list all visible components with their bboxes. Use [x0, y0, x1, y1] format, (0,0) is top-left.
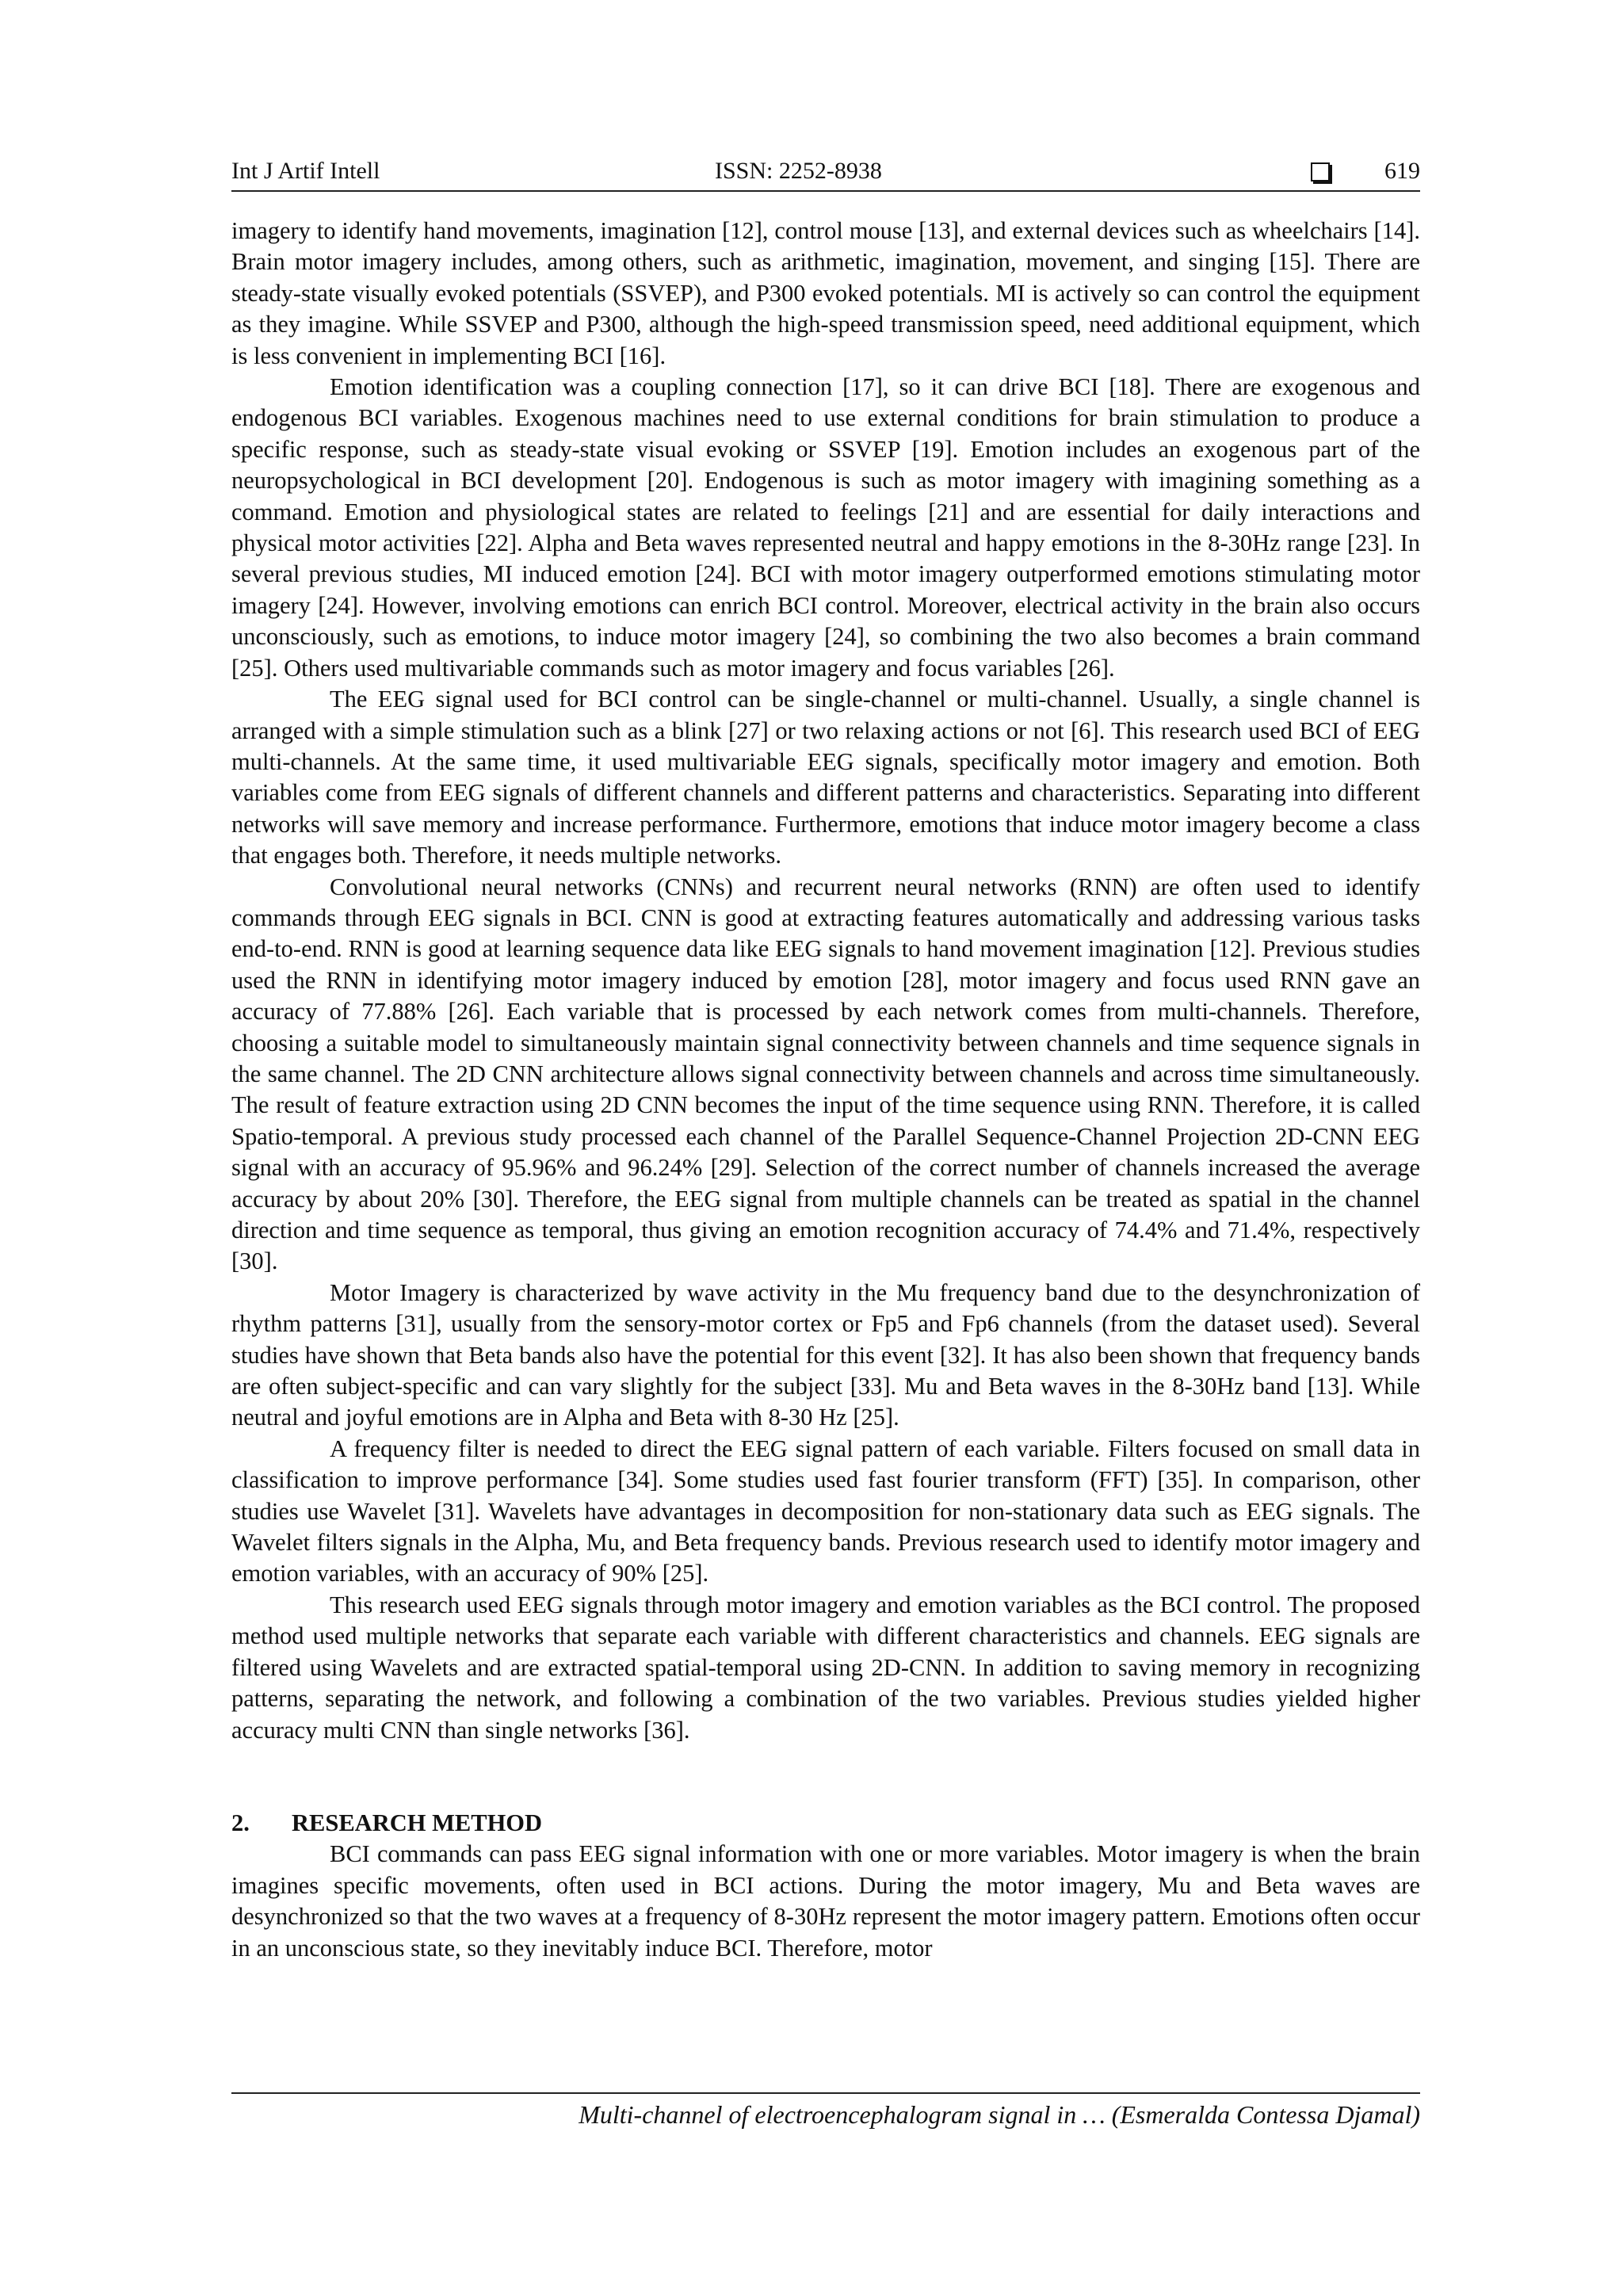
paragraph-proposed-method: This research used EEG signals through motor imagery and emotion variables as the BCI control. The proposed method used multiple networks that separate each variable with different characteristics and channels. EEG signals are filtered using Wavelets and are extracted spatial-temporal using 2D-CNN. In addition to saving memory in recognizing patterns, separating the network, and following a combination of the two variables. Previous studies yielded higher accuracy multi CNN than single networks [36].: [231, 1591, 1420, 1744]
paragraph-motor-imagery: Motor Imagery is characterized by wave activity in the Mu frequency band due to the desynchronization of rhythm patterns [31], usually from the sensory-motor cortex or Fp5 and Fp6 channels (from the dataset used). Several studies have shown that Beta bands also have the potential for this event [32]. It has also been shown that frequency bands are often subject-specific and can vary slightly for the subject [33]. Mu and Beta waves in the 8-30Hz band [13]. While neutral and joyful emotions are in Alpha and Beta with 8-30 Hz [25].: [231, 1278, 1420, 1431]
page-footer: [231, 2092, 1420, 2132]
page-number: 619: [1384, 158, 1420, 184]
paragraph-eeg-signal: The EEG signal used for BCI control can be single-channel or multi-channel. Usually, a single channel is arranged with a simple stimulation such as a blink [27] or two relaxing actions or not [6]. This research used BCI of EEG multi-channels. At the same time, it used multivariable EEG signals, specifically motor imagery and emotion. Both variables come from EEG signals of different channels and different patterns and characteristics. Separating into different networks will save memory and increase performance. Furthermore, emotions that induce motor imagery become a class that engages both. Therefore, it needs multiple networks.: [231, 686, 1420, 869]
page-header: [231, 155, 1420, 192]
paragraph-frequency-filter: A frequency filter is needed to direct the EEG signal pattern of each variable. Filters focused on small data in classification to improve performance [34]. Some studies used fast fourier transform (FFT) [35]. In comparison, other studies use Wavelet [31]. Wavelets have advantages in decomposition for non-stationary data such as EEG signals. The Wavelet filters signals in the Alpha, Mu, and Beta frequency bands. Previous research used to identify motor imagery and emotion variables, with an accuracy of 90% [25].: [231, 1435, 1420, 1587]
section-title: RESEARCH METHOD: [292, 1809, 543, 1836]
section-heading: [231, 1808, 1420, 1839]
checkbox-square-icon: [1311, 162, 1330, 181]
issn-label: ISSN: 2252-8938: [715, 158, 882, 184]
paragraph-emotion-identification: Emotion identification was a coupling connection [17], so it can drive BCI [18]. There are exogenous and endogenous BCI variables. Exogenous machines need to use external conditions for brain stimulation to produce a specific response, such as steady-state visual evoking or SSVEP [19]. Emotion includes an exogenous part of the neuropsychological in BCI development [20]. Endogenous is such as motor imagery with imagining something as a command. Emotion and physiological states are related to feelings [21] and are essential for daily interactions and physical motor activities [22]. Alpha and Beta waves represented neutral and happy emotions in the 8-30Hz range [23]. In several previous studies, MI induced emotion [24]. BCI with motor imagery outperformed emotions stimulating motor imagery [24]. However, involving emotions can enrich BCI control. Moreover, electrical activity in the brain also occurs unconsciously, such as emotions, to induce motor imagery [24], so combining the two also becomes a brain command [25]. Others used multivariable commands such as motor imagery and focus variables [26].: [231, 373, 1420, 682]
section-number: 2.: [231, 1809, 250, 1836]
journal-name: Int J Artif Intell: [231, 158, 380, 184]
body-text: [231, 216, 1420, 1964]
paragraph-continuation: imagery to identify hand movements, imagination [12], control mouse [13], and external devices such as wheelchairs [14]. Brain motor imagery includes, among others, such as arithmetic, imagination, movement, and singing [15]. There are steady-state visually evoked potentials (SSVEP), and P300 evoked potentials. MI is actively so can control the equipment as they imagine. While SSVEP and P300, although the high-speed transmission speed, need additional equipment, which is less convenient in implementing BCI [16].: [231, 217, 1420, 369]
paragraph-cnn-rnn: Convolutional neural networks (CNNs) and recurrent neural networks (RNN) are often used to identify commands through EEG signals in BCI. CNN is good at extracting features automatically and addressing various tasks end-to-end. RNN is good at learning sequence data like EEG signals to hand movement imagination [12]. Previous studies used the RNN in identifying motor imagery induced by emotion [28], motor imagery and focus used RNN gave an accuracy of 77.88% [26]. Each variable that is processed by each network comes from multi-channels. Therefore, choosing a suitable model to simultaneously maintain signal connectivity between channels and time sequence signals in the same channel. The 2D CNN architecture allows signal connectivity between channels and across time simultaneously. The result of feature extraction using 2D CNN becomes the input of the time sequence using RNN. Therefore, it is called Spatio-temporal. A previous study processed each channel of the Parallel Sequence-Channel Projection 2D-CNN EEG signal with an accuracy of 95.96% and 96.24% [29]. Selection of the correct number of channels increased the average accuracy by about 20% [30]. Therefore, the EEG signal from multiple channels can be treated as spatial in the channel direction and time sequence as temporal, thus giving an emotion recognition accuracy of 74.4% and 71.4%, respectively [30].: [231, 873, 1420, 1275]
running-title: Multi-channel of electroencephalogram signal in … (Esmeralda Contessa Djamal): [579, 2100, 1420, 2129]
paragraph-research-method: BCI commands can pass EEG signal information with one or more variables. Motor imagery is when the brain imagines specific movements, often used in BCI actions. During the motor imagery, Mu and Beta waves are desynchronized so that the two waves at a frequency of 8-30Hz represent the motor imagery pattern. Emotions often occur in an unconscious state, so they inevitably induce BCI. Therefore, motor: [231, 1840, 1420, 1962]
